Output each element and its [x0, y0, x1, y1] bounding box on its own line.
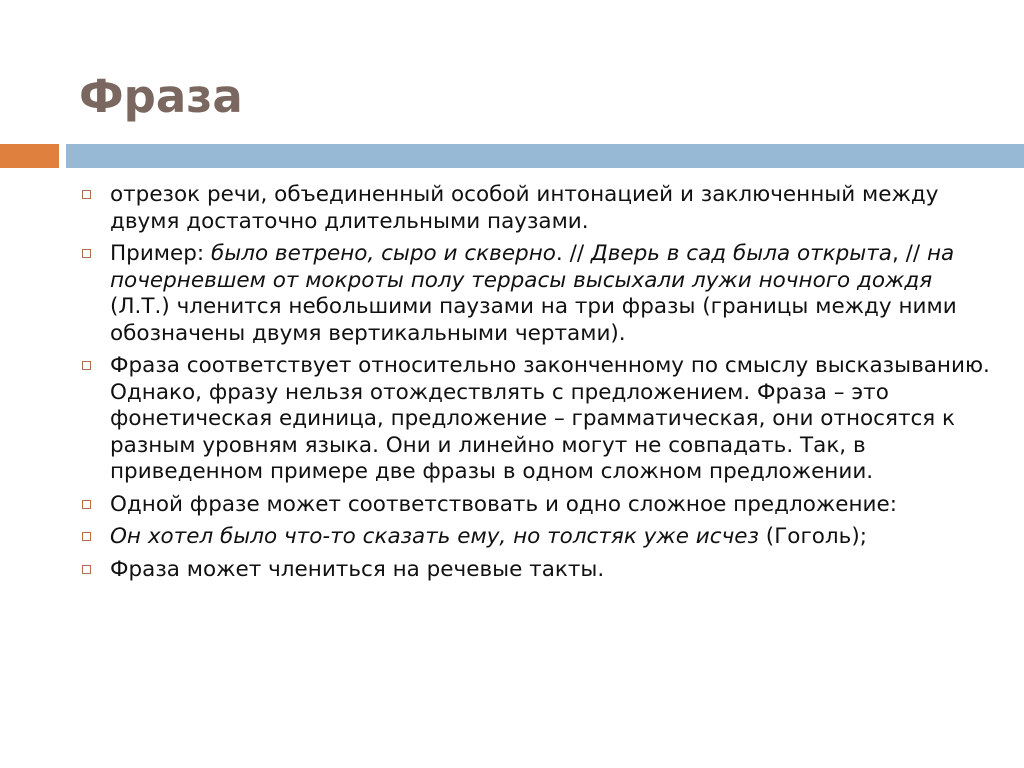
list-item [78, 557, 990, 584]
item-text-italic: на почерневшем от мокроты полу террасы высыхали лужи ночного дождя [110, 241, 955, 293]
item-text: отрезок речи, объединенный особой интонацией и заключенный между двумя достаточно длительными паузами. [110, 182, 939, 234]
list-item [78, 492, 990, 519]
hollow-square-icon [82, 565, 91, 574]
item-text-plain: (Гоголь); [758, 524, 867, 549]
hollow-square-icon [82, 249, 91, 258]
item-text: Фраза может члениться на речевые такты. [110, 556, 605, 582]
slide-title: Фраза [79, 70, 243, 123]
list-item [78, 241, 990, 347]
accent-bar-orange [0, 144, 59, 168]
item-text-italic: было ветрено, сыро и скверно [210, 241, 556, 266]
hollow-square-icon [82, 532, 91, 541]
accent-bar-blue [66, 144, 1024, 168]
item-text-italic: Дверь в сад была открыта [590, 241, 892, 266]
item-text-plain: , // [891, 241, 927, 266]
list-item [78, 524, 990, 551]
item-text: Одной фразе может соответствовать и одно сложное предложение: [110, 491, 897, 517]
item-text-italic: Он хотел было что-то сказать ему, но толстяк уже исчез [110, 524, 759, 549]
list-item [78, 182, 990, 235]
hollow-square-icon [82, 500, 91, 509]
item-text-plain: . // [555, 241, 591, 266]
item-text: Фраза соответствует относительно законченному по смыслу высказыванию. Однако, фразу нельзя отождествлять с предложением. Фраза – это фонетическая единица, предложение – грамматическая, они относятся к разным уровням языка. Они и линейно могут не совпадать. Так, в приведенном примере две фразы в одном сложном предложении. [110, 353, 990, 484]
item-text-plain: Пример: [110, 241, 211, 266]
hollow-square-icon [82, 190, 91, 199]
hollow-square-icon [82, 361, 91, 370]
bullet-list [78, 182, 990, 589]
list-item [78, 353, 990, 486]
item-text-plain: (Л.Т.) членится небольшими паузами на три фразы (границы между ними обозначены двумя вертикальными чертами). [110, 294, 957, 346]
